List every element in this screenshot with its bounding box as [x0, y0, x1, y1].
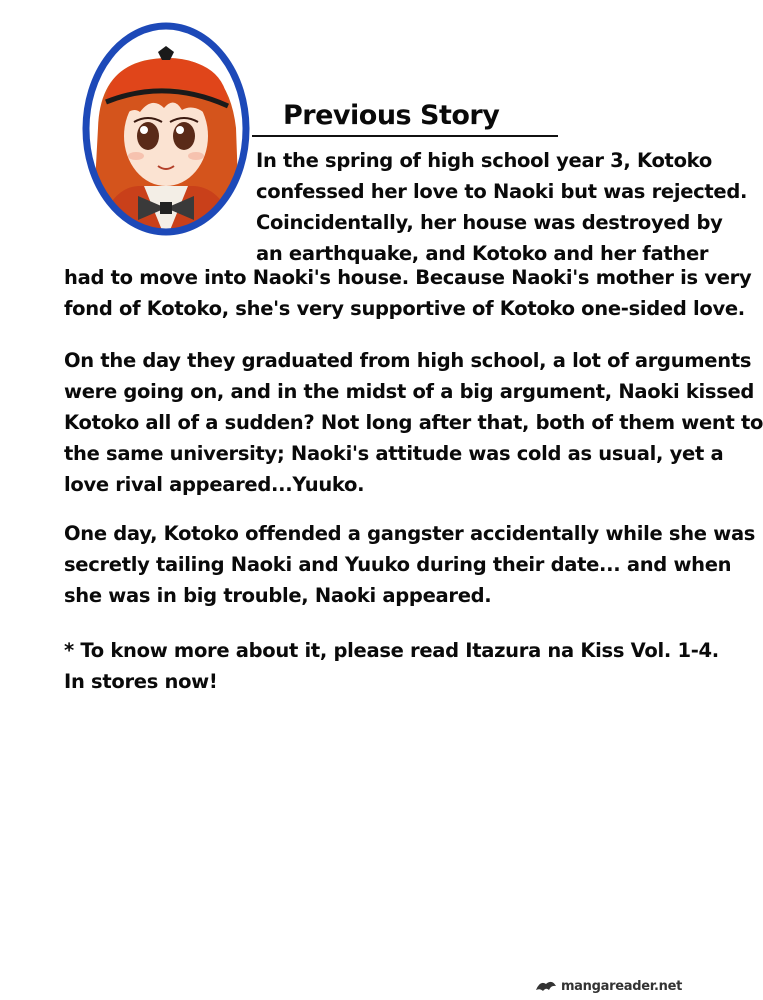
- text-line: confessed her love to Naoki but was rejected.: [256, 180, 748, 203]
- text-line: love rival appeared...Yuuko.: [64, 473, 365, 496]
- text-line: One day, Kotoko offended a gangster accidentally while she was: [64, 522, 756, 545]
- text-line: Kotoko all of a sudden? Not long after that, both of them went to: [64, 411, 763, 434]
- mangareader-logo-icon: [534, 978, 558, 994]
- text-line: fond of Kotoko, she's very supportive of Kotoko one-sided love.: [64, 297, 745, 320]
- intro-block: [256, 145, 747, 269]
- text-line: she was in big trouble, Naoki appeared.: [64, 584, 492, 607]
- text-line: On the day they graduated from high school, a lot of arguments: [64, 349, 752, 372]
- watermark: [534, 978, 682, 994]
- watermark-text: mangareader.net: [560, 978, 682, 994]
- text-line: * To know more about it, please read Itazura na Kiss Vol. 1-4.: [64, 639, 719, 662]
- text-line: the same university; Naoki's attitude was cold as usual, yet a: [64, 442, 724, 465]
- text-line: an earthquake, and Kotoko and her father: [256, 242, 709, 265]
- text-line: In the spring of high school year 3, Kotoko: [256, 149, 712, 172]
- text-line: were going on, and in the midst of a big argument, Naoki kissed: [64, 380, 755, 403]
- page-title: Previous Story: [283, 100, 500, 131]
- text-line: had to move into Naoki's house. Because Naoki's mother is very: [64, 266, 752, 289]
- kotoko-portrait-illustration: [78, 18, 254, 240]
- text-line: In stores now!: [64, 670, 218, 693]
- text-line: secretly tailing Naoki and Yuuko during their date... and when: [64, 553, 732, 576]
- character-portrait: [78, 18, 254, 240]
- note-block: [64, 635, 719, 697]
- paragraph-gangster: [64, 518, 755, 611]
- title-underline: [252, 135, 558, 137]
- paragraph-graduation: [64, 345, 763, 500]
- text-line: Coincidentally, her house was destroyed by: [256, 211, 723, 234]
- intro-continued-block: [64, 262, 751, 324]
